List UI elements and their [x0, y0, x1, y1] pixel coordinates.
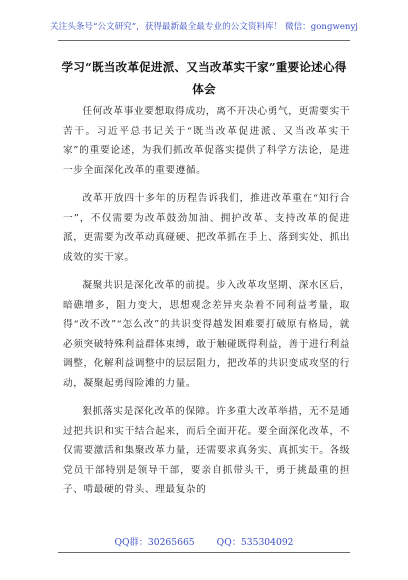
footer-qq-group: QQ群：30265665 — [114, 537, 195, 548]
footer-divider — [58, 552, 350, 553]
document-title: 学习“既当改革促进派、又当改革实干家”重要论述心得体会 — [61, 60, 347, 96]
header-divider — [58, 40, 350, 41]
footer-qq-number: QQ：535304092 — [216, 537, 294, 548]
paragraph-3: 凝聚共识是深化改革的前提。步入改革攻坚期、深水区后，暗礁增多，阻力变大，思想观念差异夹杂着不同利益考量，取得“改不改”“怎么改”的共识变得越发困难要打破原有格局，就必须突破特殊利益群体束缚，敢于触碰既得利益，善于进行利益调整，化解利益调整中的层层阻力，把改革的共识变成攻坚的行动，凝聚起勇闯险滩的力量。 — [63, 280, 350, 389]
header-banner: 关注头条号“公文研究”，获得最新最全最专业的公文资料库！ 微信：gongwenyj — [50, 22, 358, 32]
footer-contact — [40, 534, 368, 552]
paragraph-2: 改革开放四十多年的历程告诉我们，推进改革重在“知行合一”，不仅需要为改革鼓劲加油、拥护改革、支持改革的促进派，更需要为改革动真碰硬、把改革抓在手上、落到实处、抓出成效的实干家。 — [63, 193, 350, 263]
paragraph-4: 狠抓落实是深化改革的保障。许多重大改革举措，无不是通过把共识和实干结合起来，而后全面开花。要全面深化改革，不仅需要激活和集聚改革力量，还需要求真务实、真抓实干。各级党员干部特别是领导干部，要亲自抓带头干，勇于挑最重的担子、啃最硬的骨头、理最复杂的 — [63, 406, 350, 495]
paragraph-1: 任何改革事业要想取得成功，离不开决心勇气，更需要实干苦干。习近平总书记关于“既当改革促进派、又当改革实干家”的重要论述，为我们抓改革促落实提供了科学方法论，是进一步全面深化改革的重要遵循。 — [63, 106, 350, 176]
document-body — [63, 102, 350, 509]
